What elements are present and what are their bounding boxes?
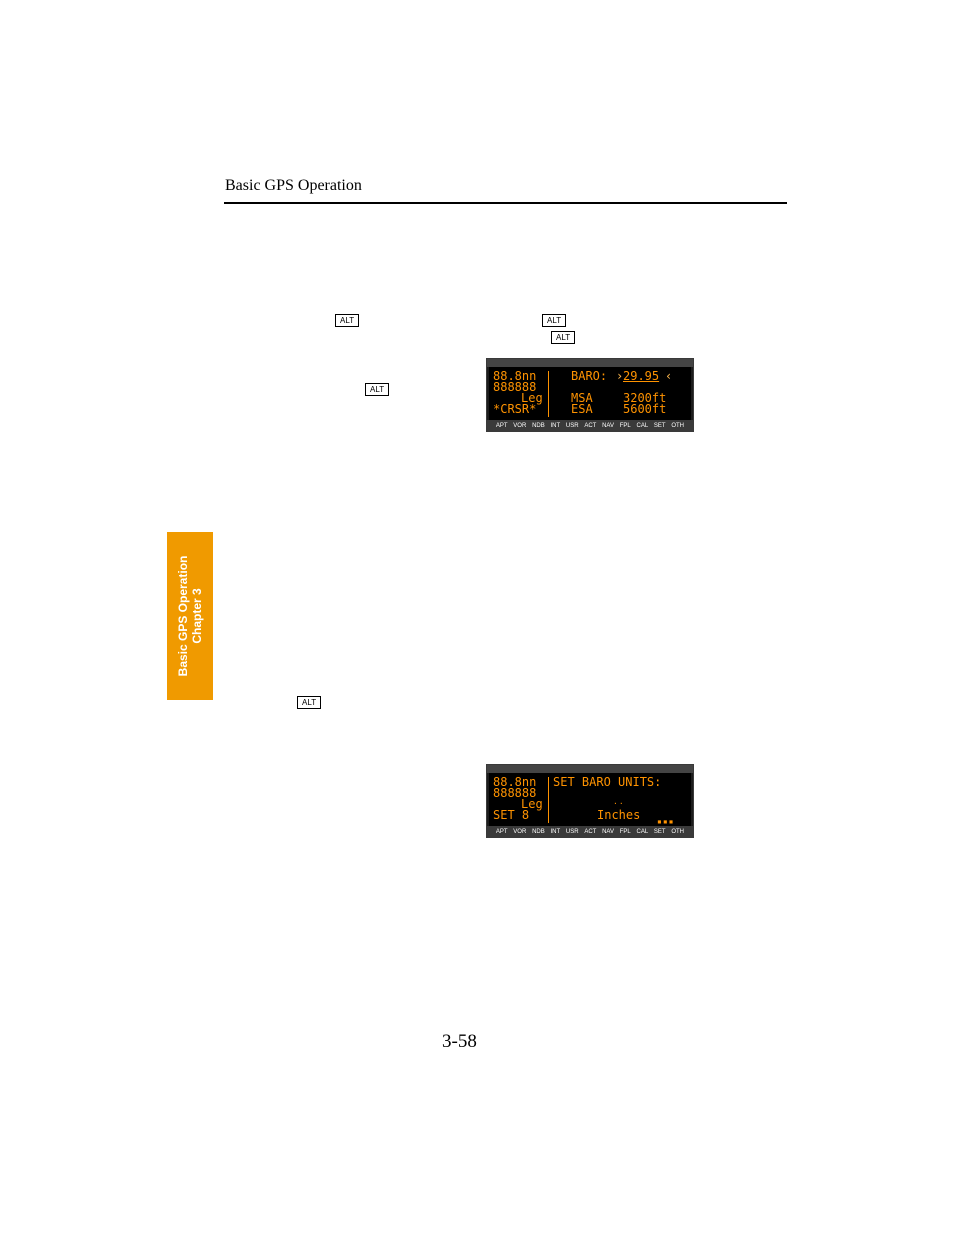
tab-usr: USR	[565, 422, 579, 429]
msa-label: MSA	[571, 391, 593, 405]
screen-left-line-1: 88.8nn	[493, 369, 537, 383]
screen-left-line-2: 888888	[493, 380, 537, 394]
tab-fpl: FPL	[619, 828, 631, 835]
header-rule	[224, 202, 787, 204]
tab-nav: NAV	[602, 422, 614, 429]
tab-vor: VOR	[513, 422, 527, 429]
side-tab-text	[176, 556, 204, 677]
screen-display	[489, 367, 691, 421]
scroll-indicator-icon: ··	[613, 799, 625, 808]
tab-cal: CAL	[636, 422, 649, 429]
tab-apt: APT	[495, 828, 508, 835]
page-number: 3-58	[442, 1031, 477, 1052]
screen-divider	[548, 371, 549, 417]
screen-bezel	[487, 765, 693, 773]
gps-screen-baro	[486, 358, 694, 432]
tab-fpl: FPL	[619, 422, 631, 429]
chapter-side-tab	[167, 532, 213, 700]
screen-left-line-3: Leg	[521, 391, 543, 405]
blink-right-icon: ‹	[665, 369, 673, 383]
tab-int: INT	[550, 422, 561, 429]
screen-left-line-4: *CRSR*	[493, 402, 537, 416]
screen-left-line-3: Leg	[521, 797, 543, 811]
tab-act: ACT	[584, 828, 597, 835]
cursor-indicator-icon: ▪▪▪	[657, 817, 675, 826]
side-tab-chapter: Chapter 3	[190, 588, 204, 644]
side-tab-title: Basic GPS Operation	[176, 555, 190, 677]
alt-key-icon: ALT	[365, 383, 389, 396]
alt-key-icon: ALT	[551, 331, 575, 344]
esa-value: 5600ft	[623, 402, 667, 416]
tab-ndb: NDB	[532, 422, 545, 429]
screen-divider	[548, 777, 549, 823]
msa-value: 3200ft	[623, 391, 667, 405]
alt-key-icon: ALT	[542, 314, 566, 327]
esa-label: ESA	[571, 402, 593, 416]
screen-display	[489, 773, 691, 827]
screen-left-line-4: SET 8	[493, 808, 530, 822]
tab-vor: VOR	[513, 828, 527, 835]
running-header: Basic GPS Operation	[225, 177, 362, 194]
tab-set: SET	[653, 828, 666, 835]
tab-ndb: NDB	[532, 828, 545, 835]
gps-screen-baro-units	[486, 764, 694, 838]
baro-label: BARO:	[571, 369, 608, 383]
alt-key-icon: ALT	[297, 696, 321, 709]
screen-left-line-2: 888888	[493, 786, 537, 800]
screen-tab-bar	[487, 420, 693, 431]
tab-oth: OTH	[671, 828, 685, 835]
baro-units-title: SET BARO UNITS:	[553, 775, 662, 789]
tab-apt: APT	[495, 422, 508, 429]
tab-oth: OTH	[671, 422, 685, 429]
tab-int: INT	[550, 828, 561, 835]
blink-left-icon: ›	[616, 369, 624, 383]
tab-usr: USR	[565, 828, 579, 835]
tab-set: SET	[653, 422, 666, 429]
screen-left-line-1: 88.8nn	[493, 775, 537, 789]
screen-bezel	[487, 359, 693, 367]
screen-tab-bar	[487, 826, 693, 837]
tab-act: ACT	[584, 422, 597, 429]
tab-cal: CAL	[636, 828, 649, 835]
baro-value: 29.95	[623, 369, 660, 383]
baro-units-value: Inches	[597, 808, 641, 822]
tab-nav: NAV	[602, 828, 614, 835]
alt-key-icon: ALT	[335, 314, 359, 327]
